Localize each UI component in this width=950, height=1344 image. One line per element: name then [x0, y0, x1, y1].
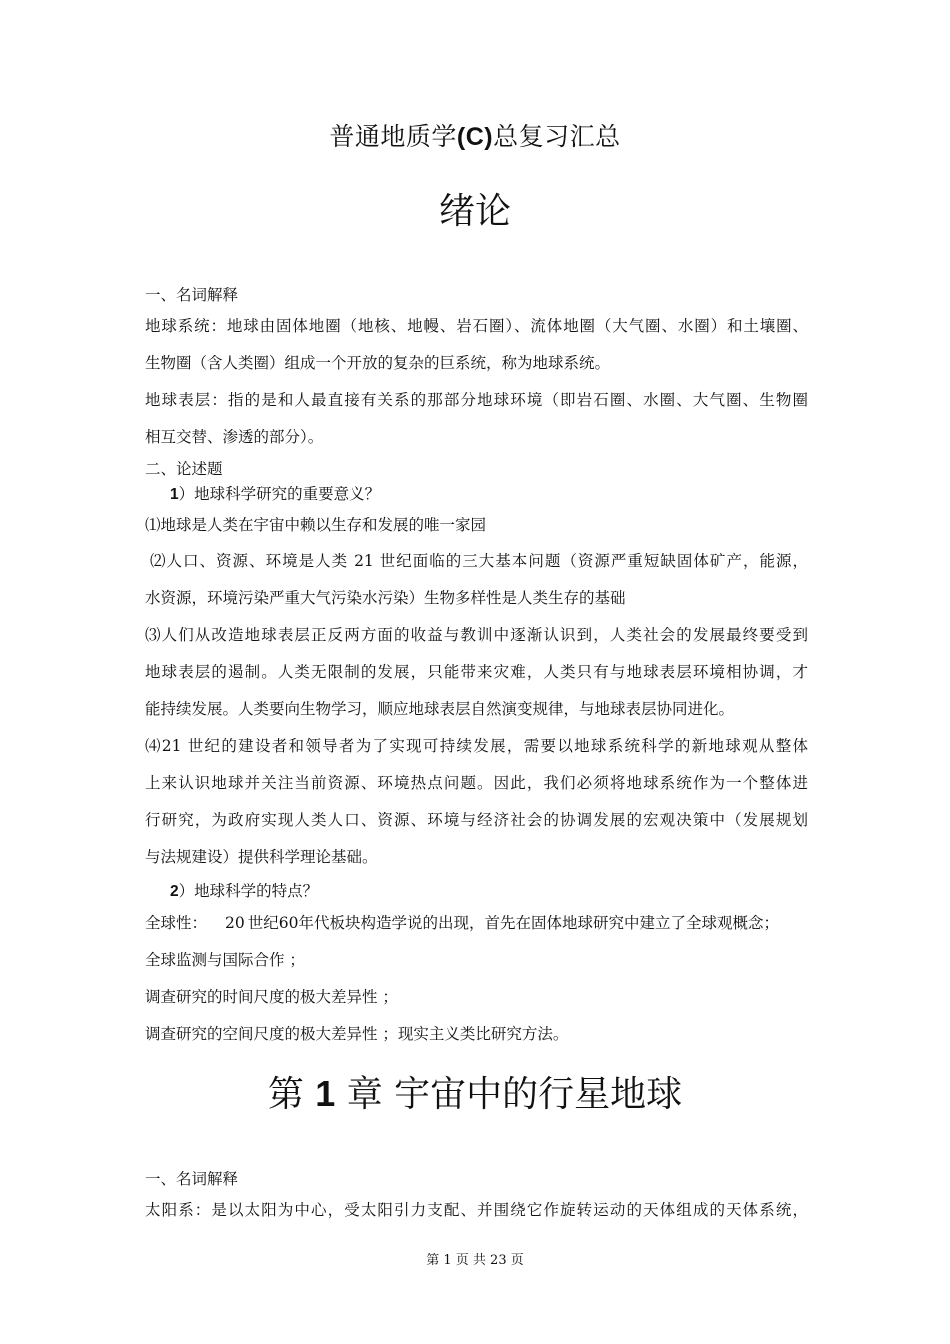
- question-text: ）地球科学研究的重要意义？: [178, 485, 381, 503]
- answer-line: ⑴地球是人类在宇宙中赖以生存和发展的唯一家园: [145, 516, 487, 534]
- section-essay-heading: 二、论述题: [145, 460, 223, 478]
- question-2: [170, 879, 318, 901]
- answer-line: ⑷21 世纪的建设者和领导者为了实现可持续发展，需要以地球系统科学的新地球观从整体: [145, 737, 808, 755]
- chapter-1-terms-heading: 一、名词解释: [145, 1170, 239, 1188]
- question-text: ）地球科学的特点？: [178, 882, 319, 900]
- answer-line: 行研究，为政府实现人类人口、资源、环境与经济社会的协调发展的宏观决策中（发展规划: [145, 811, 808, 829]
- title-text-2: 总复习汇总: [493, 122, 621, 151]
- answer-line: 上来认识地球并关注当前资源、环境热点问题。因此，我们必须将地球系统作为一个整体进: [145, 774, 808, 792]
- page-footer: 第 1 页 共 23 页: [426, 1253, 524, 1268]
- section-terms-heading: 一、名词解释: [145, 286, 239, 304]
- answer-line: 调查研究的空间尺度的极大差异性 ；现实主义类比研究方法。: [145, 1025, 569, 1043]
- intro-heading: 绪论: [438, 191, 511, 232]
- chapter-number: 1: [315, 1073, 336, 1114]
- document-title: [0, 117, 950, 153]
- term-line: 地球系统：地球由固体地圈（地核、地幔、岩石圈）、流体地圈（大气圈、水圈）和土壤圈、: [145, 317, 808, 335]
- chapter-1-heading: 第 1 章 宇宙中的行星地球: [267, 1073, 683, 1115]
- term-line: 地球表层：指的是和人最直接有关系的那部分地球环境（即岩石圈、水圈、大气圈、生物圈: [145, 391, 808, 409]
- question-1: [170, 482, 380, 504]
- answer-line: 能持续发展。人类要向生物学习，顺应地球表层自然演变规律，与地球表层协同进化。: [145, 700, 735, 718]
- question-number: 2: [170, 883, 179, 900]
- title-course-code: (C): [456, 123, 494, 151]
- answer-line: 地球表层的遏制。人类无限制的发展，只能带来灾难，人类只有与地球表层环境相协调，才: [145, 663, 808, 681]
- title-text-1: 普通地质学: [329, 122, 457, 151]
- answer-line: 水资源，环境污染严重大气污染水污染）生物多样性是人类生存的基础: [145, 589, 626, 607]
- answer-line: 调查研究的时间尺度的极大差异性 ；: [145, 988, 398, 1006]
- term-line: 太阳系：是以太阳为中心，受太阳引力支配、并围绕它作旋转运动的天体组成的天体系统，: [145, 1201, 808, 1219]
- answer-line: 全球监测与国际合作 ；: [145, 951, 305, 969]
- answer-line: 全球性： 20 世纪60年代板块构造学说的出现，首先在固体地球研究中建立了全球观概念；: [145, 914, 780, 932]
- term-line: 相互交替、渗透的部分）。: [145, 428, 324, 446]
- answer-line: 与法规建设）提供科学理论基础。: [145, 848, 378, 866]
- answer-line: ⑶人们从改造地球表层正反两方面的收益与教训中逐渐认识到，人类社会的发展最终要受到: [145, 626, 808, 644]
- question-number: 1: [170, 486, 179, 503]
- term-line: 生物圈（含人类圈）组成一个开放的复杂的巨系统，称为地球系统。: [145, 354, 611, 372]
- answer-line: ⑵人口、资源、环境是人类 21 世纪面临的三大基本问题（资源严重短缺固体矿产，能源，: [150, 552, 808, 570]
